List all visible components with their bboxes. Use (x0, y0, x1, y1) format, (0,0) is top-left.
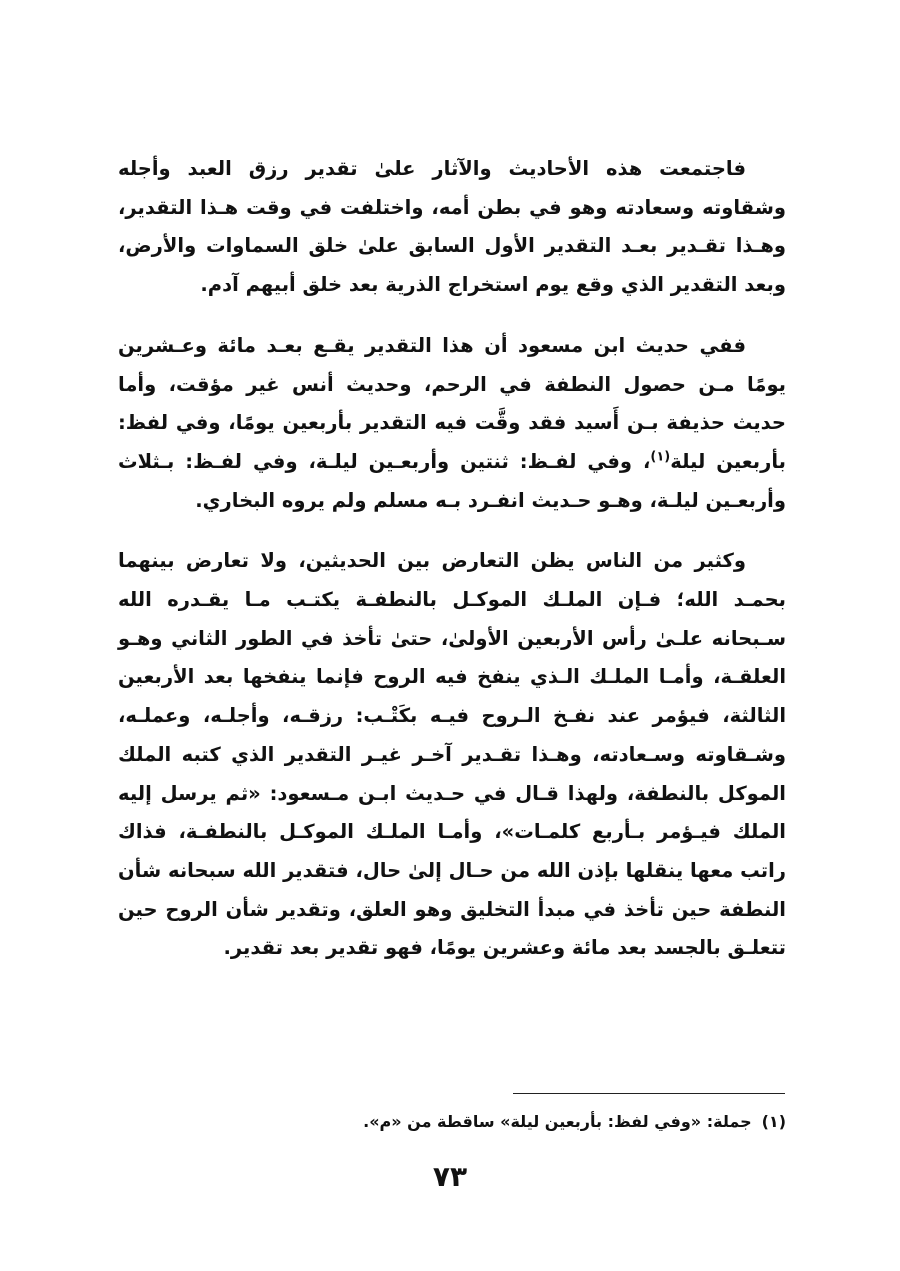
footnote-text: جملة: «وفي لفظ: بأربعين ليلة» ساقطة من «م». (363, 1112, 752, 1131)
paragraph-2-text-end: ، وفي لفـظ: ثنتين وأربعـين ليلـة، وفي لفـظ: بـثلاث وأربعـين ليلـة، وهـو حـديث انفـرد بـه مسلم ولم يروه البخاري. (118, 449, 786, 512)
paragraph-1-text: فاجتمعت هذه الأحاديث والآثار علىٰ تقدير رزق العبد وأجله وشقاوته وسعادته وهو في بطن أمه، واختلفت في وقت هـذا التقدير، وهـذا تقـدير بعـد التقدير الأول السابق علىٰ خلق السماوات والأرض، وبعد التقدير الذي وقع يوم استخراج الذرية بعد خلق أبيهم آدم. (118, 157, 786, 297)
paragraph-2 (118, 327, 786, 521)
paragraph-3-text-start: وكثير من الناس يظن التعارض بين الحديثين، ولا تعارض بينهما بحمـد الله؛ فـإن الملـك الموكـل بالنطفـة يكتـب مـا يقـدره الله سـبحانه علـىٰ رأس الأربعين الأولىٰ، حتىٰ تأخذ في الطور الثاني وهـو العلقـة، وأمـا الملـك الـذي ينفخ فيه الروح فإنما ينفخها بعد الأربعين الثالثة، فيؤمر عند نفـخ الـروح فيـه بكَتْـب: رزقـه، وأجلـه، وعملـه، وشـقاوته وسـعادته، وهـذا تقـدير آخـر غيـر التقدير الذي كتبه الملك الموكل بالنطفة، ولهذا قـال في حـديث ابـن مـسعود: (118, 549, 786, 805)
paragraph-1 (118, 150, 786, 305)
footnote-divider (513, 1093, 785, 1094)
footnote (300, 1109, 786, 1135)
paragraph-2-text-start: ففي حديث ابن مسعود أن هذا التقدير يقـع بعـد مائة وعـشرين يومًا مـن حصول النطفة في الرحم، وحديث أنس غير مؤقت، وأما حديث حذيفة بـن أَسيد فقد وقَّت فيه التقدير بأربعين يومًا، وفي لفظ: بأربعين ليلة (118, 333, 786, 473)
paragraph-3 (118, 542, 786, 968)
footnote-reference[interactable]: (١) (650, 449, 671, 465)
page-number: ٧٣ (432, 1160, 468, 1193)
footnote-number: (١) (761, 1112, 786, 1131)
main-text (118, 150, 786, 968)
paragraph-3-text-end: ، وأمـا الملـك الموكـل بالنطفـة، فذاك راتب معها ينقلها بإذن الله من حـال إلىٰ حال، فتقدير الله سبحانه شأن النطفة حين تأخذ في مبدأ التخليق وهو العلق، وتقدير شأن الروح حين تتعلـق بالجسد بعد مائة وعشرين يومًا، فهو تقدير بعد تقدير. (118, 820, 786, 960)
hadith-quote: «ثم يرسل إليه الملك فيـؤمر بـأربع كلمـات» (118, 781, 786, 844)
